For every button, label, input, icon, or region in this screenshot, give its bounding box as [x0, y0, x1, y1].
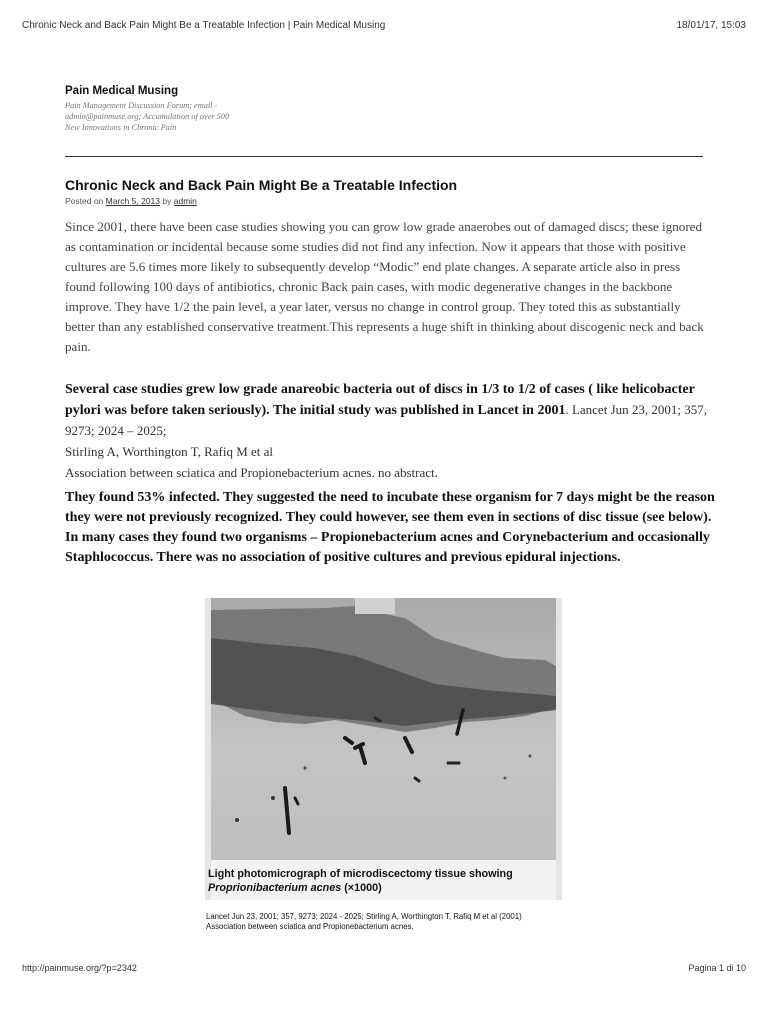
- citation-title: Association between sciatica and Propionebacterium acnes. no abstract.: [65, 465, 438, 480]
- findings-paragraph: They found 53% infected. They suggested the need to incubate these organism for 7 days might be the reason they were not previously recognized. They could however, see them even in sections of disc tissue (see below). In many cases they found two organisms – Propionebacterium acnes and Corynebacterium and occasionally Staphlococcus. There was no association of positive cultures and previous epidural injections.: [65, 490, 715, 565]
- post-author-link[interactable]: admin: [173, 196, 197, 206]
- print-footer-url: http://painmuse.org/?p=2342: [22, 963, 137, 973]
- figure-caption-magnification: (×1000): [341, 882, 382, 894]
- post-title: Chronic Neck and Back Pain Might Be a Treatable Infection: [65, 177, 458, 193]
- micrograph-image: [205, 598, 562, 900]
- post-meta: [65, 196, 197, 206]
- header-divider: [65, 156, 703, 157]
- site-title[interactable]: Pain Medical Musing: [65, 85, 179, 97]
- post-meta-by: by: [162, 196, 172, 206]
- print-footer-page: Pagina 1 di 10: [688, 963, 746, 973]
- citation-authors: Stirling A, Worthington T, Rafiq M et al: [65, 444, 274, 459]
- figure-caption-line1: Light photomicrograph of microdiscectomy tissue showing: [208, 868, 513, 880]
- print-header-datetime: 18/01/17, 15:03: [676, 20, 746, 31]
- print-header-title: Chronic Neck and Back Pain Might Be a Treatable Infection | Pain Medical Musing: [22, 20, 386, 31]
- lancet-citation-text: . Lancet Jun 23, 2001; 357, 9273; 2024 – 2025;: [65, 402, 707, 438]
- print-footer: [22, 963, 746, 973]
- case-studies-paragraph: [65, 380, 715, 484]
- case-studies-bold-text: Several case studies grew low grade anareobic bacteria out of discs in 1/3 to 1/2 of cases ( like helicobacter pylori was before taken seriously). The initial study was published in Lancet in 2001: [65, 382, 695, 418]
- site-description: Pain Management Discussion Forum; email -admin@painmuse.org; Accumulation of over 500 New Innovations in Chronic Pain: [65, 101, 230, 132]
- figure-caption: [208, 867, 553, 895]
- figure-caption-species: Proprionibacterium acnes: [208, 882, 342, 894]
- micrograph-figure: [205, 598, 562, 900]
- print-header: [22, 20, 746, 31]
- intro-paragraph: Since 2001, there have been case studies showing you can grow low grade anaerobes out of damaged discs; these ignored as contamination or incidental because some studies did not find any infection. Now it appears that those with positive cultures are 5.6 times more likely to subsequently develop “Modic” end plate changes. A separate article also in press found following 100 days of antibiotics, chronic Back pain cases, with modic degenerative changes in the backbone improve. They have 1/2 the pain level, a year later, versus no change in control group. They toted this as substantially better than any established conservative treatment.This represents a huge shift in thinking about discogenic neck and back pain.: [65, 219, 704, 354]
- figure-citation: Lancet Jun 23, 2001; 357, 9273; 2024 - 2025; Stirling A, Worthington T, Rafiq M et al (2001) Association between sciatica and Propionebacterium acnes.: [206, 912, 522, 931]
- post-meta-prefix: Posted on: [65, 196, 104, 206]
- post-date-link[interactable]: March 5, 2013: [105, 196, 160, 206]
